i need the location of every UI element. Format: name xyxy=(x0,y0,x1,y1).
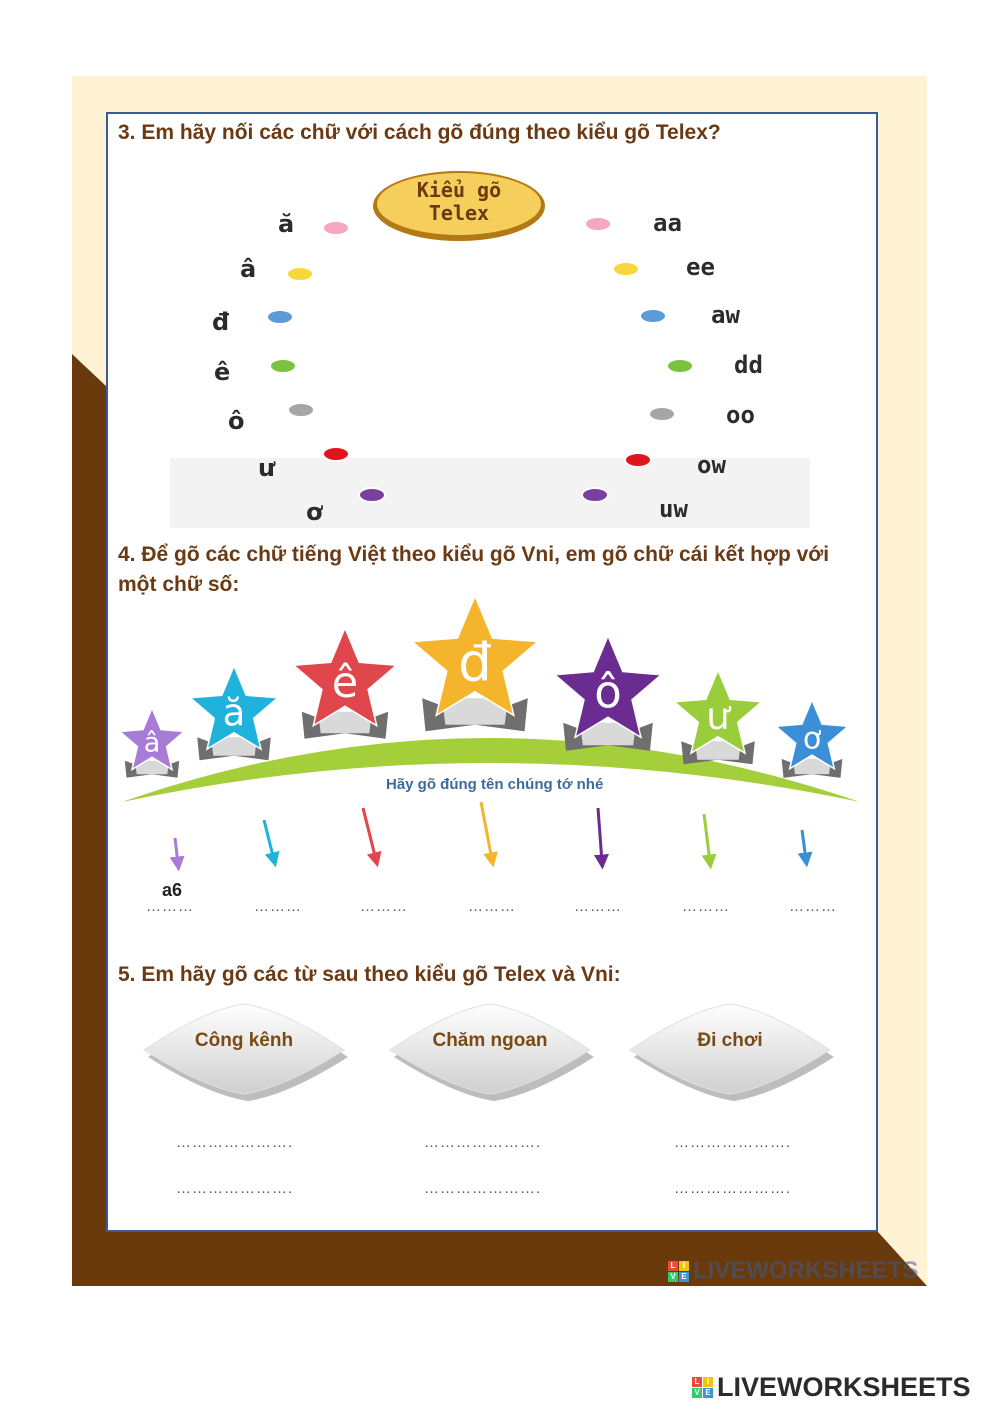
telex-badge-line2: Telex xyxy=(428,201,490,225)
star-letter-5: ô xyxy=(594,665,622,719)
vni-blank-2[interactable]: ……… xyxy=(254,898,302,915)
right-telex-1: aa xyxy=(653,209,682,237)
word-label-2: Chăm ngoan xyxy=(432,1030,548,1051)
star-letter-1: â xyxy=(143,727,161,759)
word-label-1: Công kênh xyxy=(194,1030,294,1051)
vni-blank-6[interactable]: ……… xyxy=(682,898,730,915)
vni-blank-3[interactable]: ……… xyxy=(360,898,408,915)
star-letter-6: ư xyxy=(706,694,730,738)
question-4-title-line1: 4. Để gõ các chữ tiếng Việt theo kiểu gõ Vni, em gõ chữ cái kết hợp với xyxy=(118,543,830,566)
vni-blank-1[interactable]: ……… xyxy=(146,898,194,915)
right-telex-2: ee xyxy=(686,253,715,281)
star-letter-7: ơ xyxy=(802,721,822,757)
question-4-title-line2: một chữ số: xyxy=(118,573,240,596)
word-label-3: Đi chơi xyxy=(697,1030,763,1051)
word-blank-3-telex[interactable]: …………………. xyxy=(674,1134,792,1151)
left-letter-5: ô xyxy=(228,407,245,435)
telex-badge-line1: Kiểu gõ xyxy=(416,178,502,202)
worksheet-page xyxy=(72,76,927,1286)
left-letter-1: ă xyxy=(278,210,295,238)
right-telex-5: oo xyxy=(726,401,755,429)
question-5-title: 5. Em hãy gõ các từ sau theo kiểu gõ Telex và Vni: xyxy=(118,963,621,986)
star-letter-4: đ xyxy=(458,632,492,694)
right-telex-4: dd xyxy=(734,351,763,379)
vni-blank-4[interactable]: ……… xyxy=(468,898,516,915)
left-letter-3: đ xyxy=(212,308,230,336)
liveworksheets-logo-icon: L I V E xyxy=(692,1377,713,1398)
liveworksheets-watermark: L I V E LIVEWORKSHEETS xyxy=(668,1257,918,1285)
left-letter-6: ư xyxy=(258,454,276,482)
word-blank-2-telex[interactable]: …………………. xyxy=(424,1134,542,1151)
word-blank-3-vni[interactable]: …………………. xyxy=(674,1180,792,1197)
liveworksheets-watermark-icon: L I V E xyxy=(668,1261,689,1282)
left-letter-4: ê xyxy=(214,358,231,386)
star-letter-3: ê xyxy=(331,658,359,709)
star-letter-2: ă xyxy=(222,690,246,734)
left-letter-7: ơ xyxy=(306,498,323,526)
vni-blank-5[interactable]: ……… xyxy=(574,898,622,915)
word-blank-2-vni[interactable]: …………………. xyxy=(424,1180,542,1197)
word-blank-1-telex[interactable]: …………………. xyxy=(176,1134,294,1151)
word-blank-1-vni[interactable]: …………………. xyxy=(176,1180,294,1197)
vni-blank-7[interactable]: ……… xyxy=(789,898,837,915)
liveworksheets-footer-logo[interactable]: L I V E LIVEWORKSHEETS xyxy=(692,1372,971,1403)
left-letter-2: â xyxy=(240,255,257,283)
right-telex-6: ow xyxy=(697,451,726,479)
right-telex-7: uw xyxy=(659,495,688,523)
worksheet-card xyxy=(106,112,878,1232)
question-3-title: 3. Em hãy nối các chữ với cách gõ đúng theo kiểu gõ Telex? xyxy=(118,121,721,144)
example-answer: a6 xyxy=(162,880,183,900)
right-telex-3: aw xyxy=(711,301,740,329)
stars-banner-text: Hãy gõ đúng tên chúng tớ nhé xyxy=(386,776,604,793)
